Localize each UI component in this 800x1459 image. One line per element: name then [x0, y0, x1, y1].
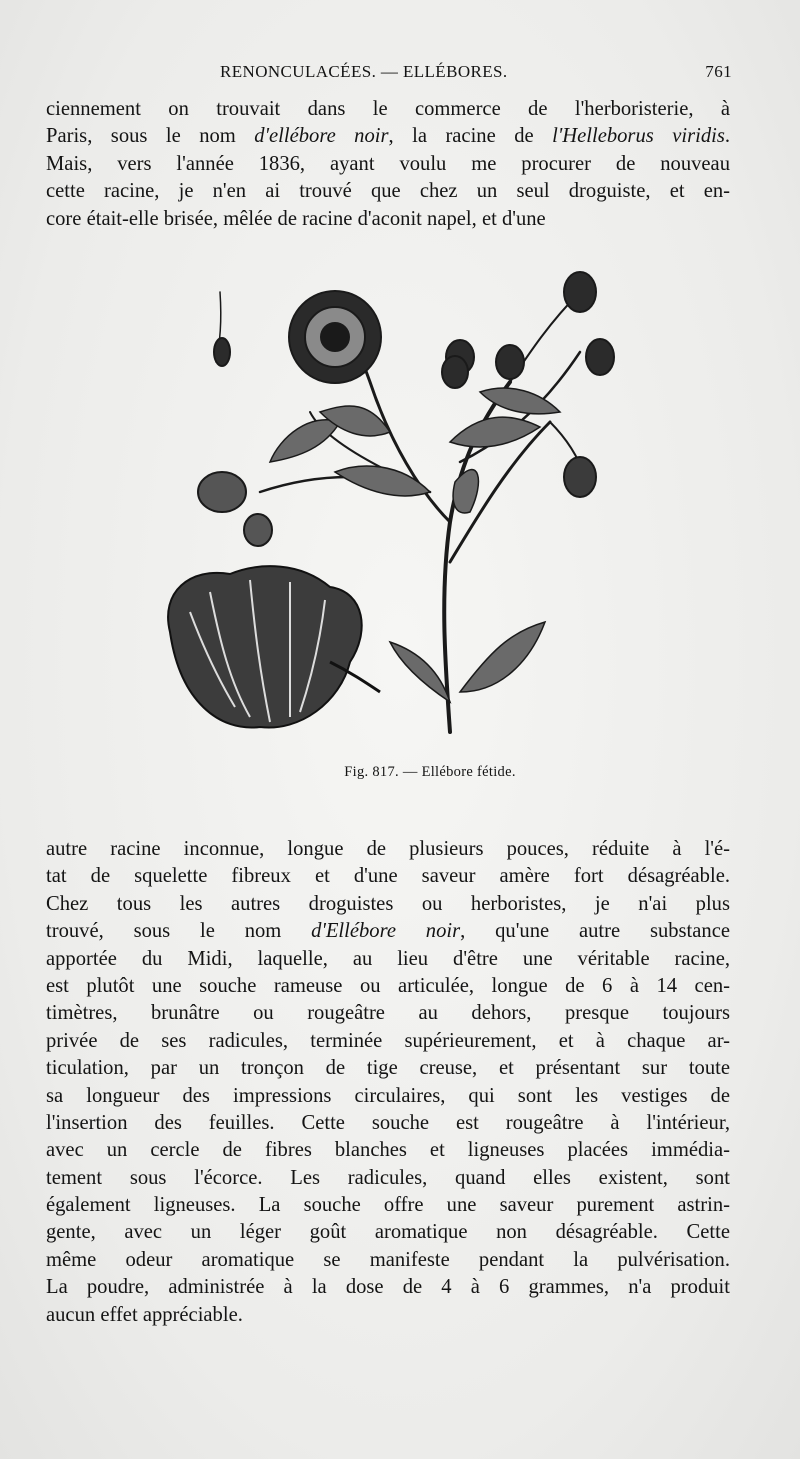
text-line: est plutôt une souche rameuse ou articulée, longue de 6 à 14 cen- — [46, 974, 730, 997]
text-line: trouvé, sous le nom d'Ellébore noir, qu'une autre substance — [46, 920, 730, 943]
text-line: gente, avec un léger goût aromatique non désagréable. Cette — [46, 1221, 730, 1244]
bottom-paragraph — [46, 836, 730, 1329]
italic-term: d'ellébore noir — [254, 125, 389, 148]
figure-hellebore — [150, 262, 630, 742]
text-line: ciennement on trouvait dans le commerce de l'herboristerie, à — [46, 98, 730, 120]
text-line: apportée du Midi, laquelle, au lieu d'être une véritable racine, — [46, 947, 730, 970]
figure-caption-text: Fig. 817. — Ellébore fétide. — [344, 764, 516, 780]
text-line: autre racine inconnue, longue de plusieurs pouces, réduite à l'é- — [46, 838, 730, 860]
text-line: même odeur aromatique se manifeste pendant la pulvérisation. — [46, 1248, 730, 1271]
page-number: 761 — [705, 62, 732, 81]
text-line: avec un cercle de fibres blanches et ligneuses placées immédia- — [46, 1139, 730, 1162]
text-line: privée de ses radicules, terminée supérieurement, et à chaque ar- — [46, 1029, 730, 1052]
text-line: Paris, sous le nom d'ellébore noir, la racine de l'Helleborus viridis. — [46, 125, 730, 148]
text-line: tat de squelette fibreux et d'une saveur amère fort désagréable. — [46, 865, 730, 888]
text-line: sa longueur des impressions circulaires, qui sont les vestiges de — [46, 1084, 730, 1107]
text-line: cette racine, je n'en ai trouvé que chez un seul droguiste, et en- — [46, 180, 730, 203]
text-line: Mais, vers l'année 1836, ayant voulu me procurer de nouveau — [46, 152, 730, 175]
italic-term: l'Helleborus viridis — [552, 125, 725, 148]
text-line: Chez tous les autres droguistes ou herboristes, je n'ai plus — [46, 892, 730, 915]
top-paragraph — [46, 96, 730, 233]
text-line: core était-elle brisée, mêlée de racine d'aconit napel, et d'une — [46, 207, 546, 230]
text-line: aucun effet appréciable. — [46, 1303, 243, 1326]
hellebore-engraving-icon — [150, 262, 630, 742]
text-line: également ligneuses. La souche offre une saveur purement astrin- — [46, 1194, 730, 1217]
text-line: ticulation, par un tronçon de tige creuse, et présentant sur toute — [46, 1057, 730, 1080]
italic-term: d'Ellébore noir — [311, 920, 461, 943]
text-line: La poudre, administrée à la dose de 4 à 6 grammes, n'a produit — [46, 1276, 730, 1299]
running-head — [46, 62, 732, 90]
text-line: l'insertion des feuilles. Cette souche est rougeâtre à l'intérieur, — [46, 1111, 730, 1134]
text-line: tement sous l'écorce. Les radicules, quand elles existent, sont — [46, 1166, 730, 1189]
figure-caption — [0, 764, 800, 781]
running-title: RENONCULACÉES. — ELLÉBORES. — [220, 62, 508, 81]
text-line: timètres, brunâtre ou rougeâtre au dehors, presque toujours — [46, 1002, 730, 1025]
